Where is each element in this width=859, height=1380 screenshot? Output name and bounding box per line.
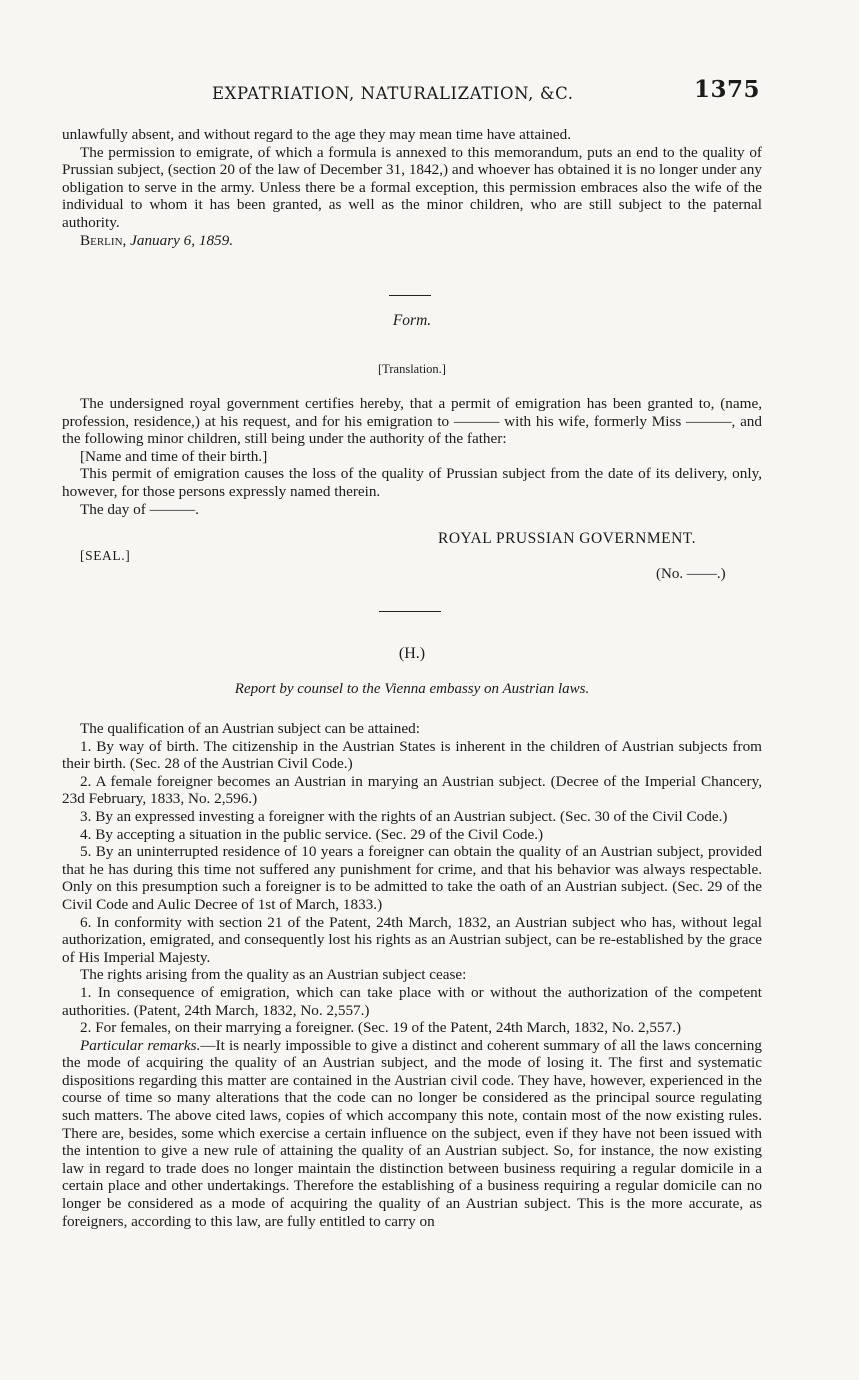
paragraph: The day of ———. (80, 500, 199, 518)
signoff-place: Berlin, (80, 231, 127, 249)
page-header (62, 76, 762, 110)
paragraph: 4. By accepting a situation in the public service. (Sec. 29 of the Civil Code.) (80, 825, 544, 843)
paragraph: 3. By an expressed investing a foreigner with the rights of an Austrian subject. (Sec. 30 of the Civil Code.) (80, 807, 728, 825)
paragraph: This permit of emigration causes the loss of the quality of Prussian subject from the date of its delivery, only, however, for those persons expressly named therein. (62, 465, 762, 500)
paragraph: 1. In consequence of emigration, which can take place with or without the authorization of the competent authorities. (Patent, 24th March, 1832, No. 2,557.) (62, 983, 762, 1019)
paragraph: unlawfully absent, and without regard to the age they may mean time have attained. (62, 126, 572, 143)
document-number: (No. ——.) (656, 566, 726, 582)
paragraph: 1. By way of birth. The citizenship in the Austrian States is inherent in the children of Austrian subjects from their birth. (Sec. 28 of the Austrian Civil Code.) (62, 737, 762, 773)
memorandum-conclusion (62, 126, 762, 249)
remarks-paragraph (62, 1037, 762, 1231)
remarks-label: Particular remarks. (80, 1036, 201, 1054)
signoff (62, 232, 762, 250)
paragraph: 5. By an uninterrupted residence of 10 years a foreigner can obtain the quality of an Austrian subject, provided that he has during this time not suffered any punishment for crime, and that his behavior was always respectable. Only on this presumption such a foreigner is to be admitted to take the oath of an Austrian subject. (Sec. 29 of the Civil Code and Aulic Decree of 1st of March, 1833.) (62, 843, 762, 913)
paragraph: The permission to emigrate, of which a formula is annexed to this memorandum, puts an end to the quality of Prussian subject, (section 20 of the law of December 31, 1842,) and whoever has obtained it is no longer under any obligation to serve in the army. Unless there be a formal exception, this permission embraces also the wife of the individual to whom it has been granted, as well as the minor children, who are still subject to the paternal authority. (62, 143, 762, 231)
paragraph: The rights arising from the quality as an Austrian subject cease: (80, 966, 467, 984)
paragraph: [Name and time of their birth.] (80, 447, 268, 465)
section-divider (379, 611, 441, 612)
page-number: 1375 (693, 76, 760, 103)
remarks-text: —It is nearly impossible to give a distinct and coherent summary of all the laws concerning the mode of acquiring the quality of an Austrian subject, and the mode of losing it. The first and systematic dispositions regarding this matter are contained in the Austrian civil code. They have, however, experienced in the course of time so many alterations that the code can no longer be considered as the principal source regulating such matters. The above cited laws, copies of which accompany this note, contain most of the now existing rules. There are, besides, some which exercise a certain influence on the subject, even if they have not been issued with the intention to give a new rule of attaining the quality of an Austrian subject. So, for instance, the now existing law in regard to trade does no longer maintain the distinction between business requiring a regular domicile in a certain place and other undertakings. Therefore the establishing of a business requiring a regular domicile can no longer be considered as a mode of acquiring the quality of an Austrian subject. This is the more accurate, as foreigners, according to this law, are fully entitled to carry on (62, 1036, 762, 1230)
section-divider (389, 295, 431, 296)
translation-note: [Translation.] (378, 362, 446, 376)
paragraph: 2. For females, on their marrying a foreigner. (Sec. 19 of the Patent, 24th March, 1832, No. 2,557.) (80, 1019, 682, 1037)
signoff-date: January 6, 1859. (130, 231, 234, 249)
section-heading: (H.) (398, 645, 426, 662)
running-title: EXPATRIATION, NATURALIZATION, &C. (212, 84, 574, 103)
paragraph: The qualification of an Austrian subject can be attained: (80, 720, 420, 737)
paragraph: 2. A female foreigner becomes an Austrian in marying an Austrian subject. (Decree of the Imperial Chancery, 23d February, 1833, No. 2,596.) (62, 772, 762, 808)
austrian-laws-report (62, 720, 762, 1230)
government-signature: ROYAL PRUSSIAN GOVERNMENT. (438, 530, 697, 547)
form-heading: Form. (392, 312, 432, 329)
section-title: Report by counsel to the Vienna embassy on Austrian laws. (234, 681, 590, 697)
paragraph: 6. In conformity with section 21 of the Patent, 24th March, 1832, an Austrian subject who has, without legal authorization, emigrated, and consequently lost his rights as an Austrian subject, can be re-established by the grace of His Imperial Majesty. (62, 913, 762, 966)
form-body (62, 395, 762, 518)
paragraph: The undersigned royal government certifies hereby, that a permit of emigration has been granted to, (name, profession, residence,) at his request, and for his emigration to ——— with his wife, formerly Miss ———, and the following minor children, still being under the authority of the father: (62, 395, 762, 448)
seal-mark: [SEAL.] (80, 548, 131, 563)
